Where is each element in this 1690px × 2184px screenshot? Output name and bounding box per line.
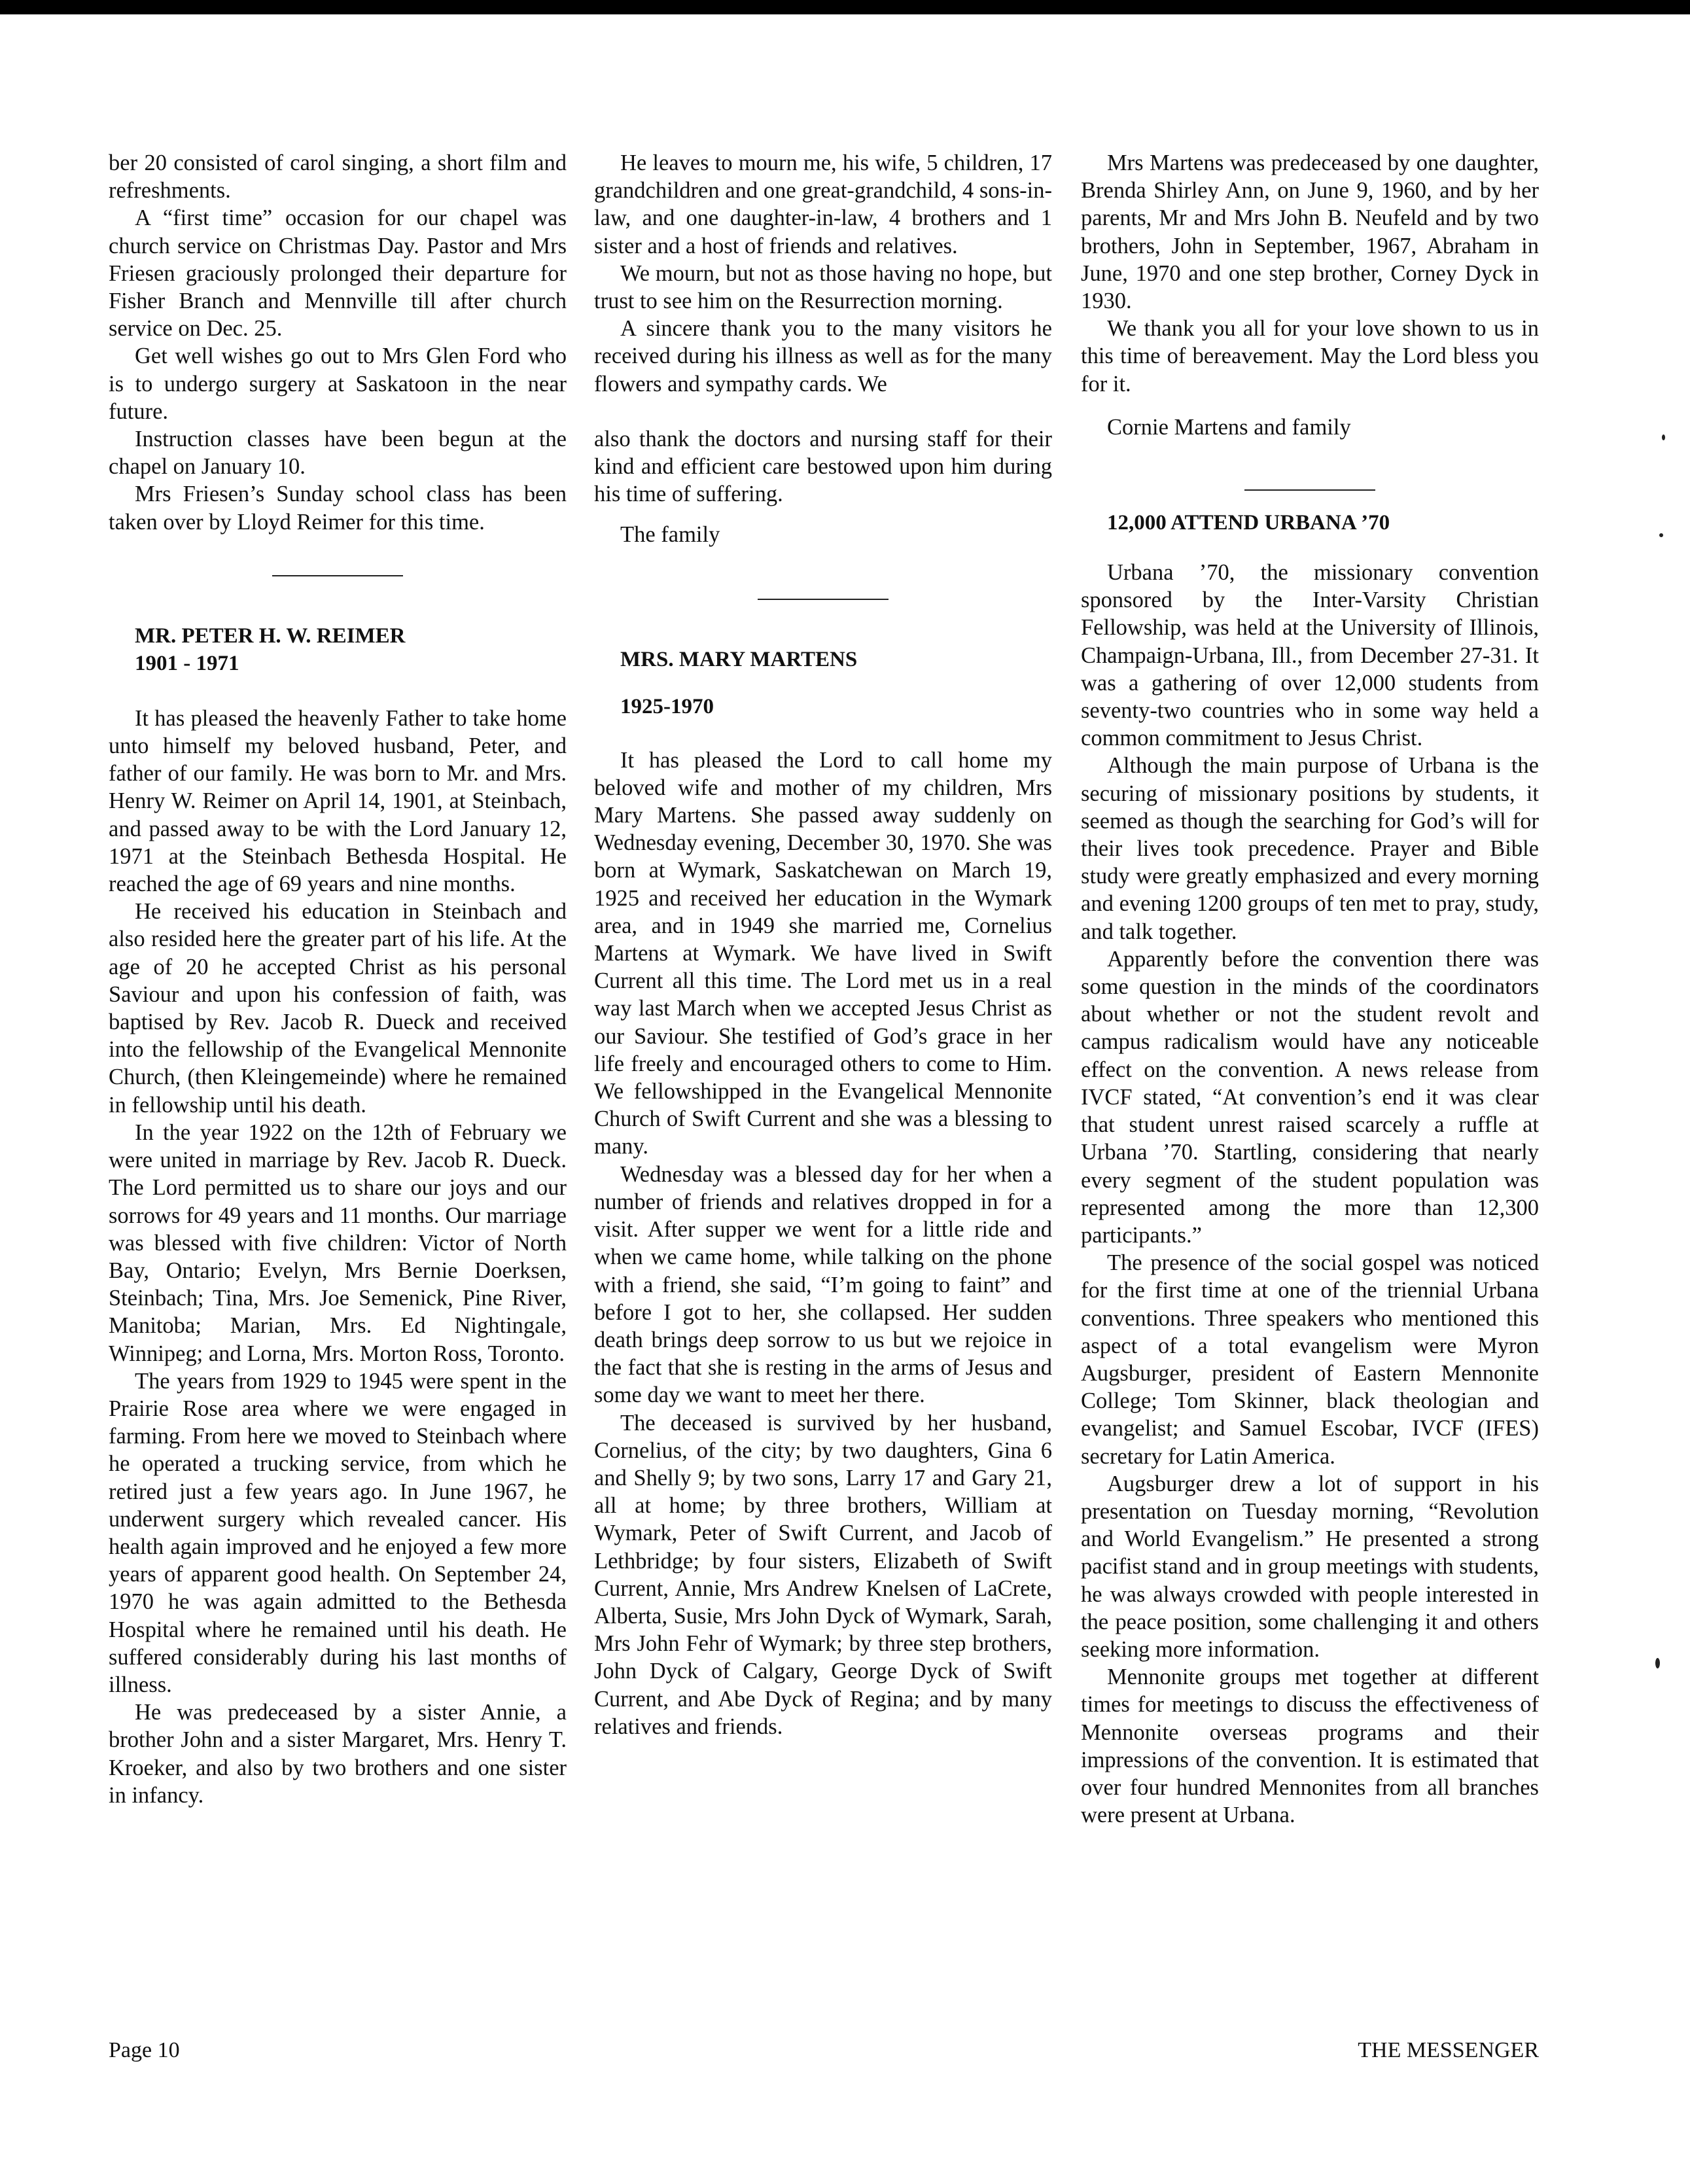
paragraph: We thank you all for your love shown to us in this time of bereavement. May the Lord bless you for it.	[1081, 316, 1539, 396]
paragraph: Although the main purpose of Urbana is the securing of missionary positions by students, it seemed as though the searching for God’s will for their lives took precedence. Prayer and Bible study were greatly emphasized and every morning and evening 1200 groups of ten met to pray, study, and talk together.	[1081, 753, 1539, 944]
paragraph: Get well wishes go out to Mrs Glen Ford who is to undergo surgery at Saskatoon in the near future.	[109, 343, 567, 424]
column-left	[109, 149, 567, 1809]
paragraph: He was predeceased by a sister Annie, a brother John and a sister Margaret, Mrs. Henry T. Kroeker, and also by two brothers and one sister in infancy.	[109, 1700, 567, 1808]
scan-speck	[1662, 434, 1665, 440]
page-number: Page 10	[109, 2038, 180, 2062]
paragraph: The deceased is survived by her husband, Cornelius, of the city; by two daughters, Gina 6 and Shelly 9; by two sons, Larry 17 and Gary 21, all at home; by three brothers, William at Wymark, Peter of Swift Current, and Jacob of Lethbridge; by four sisters, Elizabeth of Swift Current, Annie, Mrs Andrew Knelsen of LaCrete, Alberta, Susie, Mrs John Dyck of Wymark, Sarah, Mrs John Fehr of Wymark; by three step brothers, John Dyck of Calgary, George Dyck of Swift Current, and Abe Dyck of Regina; and by many relatives and friends.	[594, 1410, 1052, 1739]
obituary-dates-martens: 1925-1970	[620, 694, 714, 718]
paragraph: Augsburger drew a lot of support in his presentation on Tuesday morning, “Revolution and World Evangelism.” He presented a strong pacifist stand and in group meetings with students, he was always crowded with people interested in the peace position, some challenging it and others seeking more information.	[1081, 1471, 1539, 1662]
paragraph: Mrs Friesen’s Sunday school class has been taken over by Lloyd Reimer for this time.	[109, 482, 567, 535]
paragraph: Instruction classes have been begun at the chapel on January 10.	[109, 427, 567, 480]
paragraph: We mourn, but not as those having no hope, but trust to see him on the Resurrection morning.	[594, 260, 1052, 314]
column-middle	[594, 149, 1052, 1740]
scan-speck	[1655, 1658, 1660, 1668]
column-right	[1081, 149, 1539, 1829]
paragraph: Wednesday was a blessed day for her when a number of friends and relatives dropped in for a visit. After supper we went for a little ride and when we came home, while talking on the phone with a friend, she said, “I’m going to faint” and before I got to her, she collapsed. Her sudden death brings deep sorrow to us but we rejoice in the fact that she is resting in the arms of Jesus and some day we want to meet her there.	[594, 1161, 1052, 1408]
paragraph: Urbana ’70, the missionary convention sponsored by the Inter-Varsity Christian Fellowship, was held at the University of Illinois, Champaign-Urbana, Ill., from December 27-31. It was a gathering of over 12,000 students from seventy-two countries who in some way held a common commitment to Jesus Christ.	[1081, 560, 1539, 751]
paragraph: It has pleased the Lord to call home my beloved wife and mother of my children, Mrs Mary Martens. She passed away suddenly on Wednesday evening, December 30, 1970. She was born at Wymark, Saskatchewan on March 19, 1925 and received her education in the Wymark area, and in 1949 she married me, Cornelius Martens at Wymark. We have lived in Swift Current all this time. The Lord met us in a real way last March when we accepted Jesus Christ as our Saviour. She testified of God’s grace in her life freely and encouraged others to come to Him. We fellowshipped in the Evangelical Mennonite Church of Swift Current and she was a blessing to many.	[594, 747, 1052, 1159]
scan-speck	[1659, 533, 1663, 537]
publication-name: THE MESSENGER	[1358, 2038, 1539, 2062]
paragraph: Mrs Martens was predeceased by one daughter, Brenda Shirley Ann, on June 9, 1960, and by her parents, Mr and Mrs John B. Neufeld and by two brothers, John in September, 1967, Abraham in June, 1970 and one step brother, Corney Dyck in 1930.	[1081, 150, 1539, 314]
paragraph: The years from 1929 to 1945 were spent in the Prairie Rose area where we were engaged in farming. From here we moved to Steinbach where he operated a trucking service, from which he retired just a few years ago. In June 1967, he underwent surgery which revealed cancer. His health again improved and he enjoyed a few more years of apparent good health. On September 24, 1970 he was again admitted to the Bethesda Hospital where he remained until his death. He suffered considerably during his last months of illness.	[109, 1368, 567, 1697]
paragraph: Apparently before the convention there was some question in the minds of the coordinators about whether or not the student revolt and campus radicalism would have any noticeable effect on the convention. A news release from IVCF stated, “At convention’s end it was clear that student unrest raised scarcely a ruffle at Urbana ’70. Startling, considering that nearly every segment of the student population was represented among the more than 12,300 participants.”	[1081, 946, 1539, 1248]
paragraph: Mennonite groups met together at different times for meetings to discuss the effectiveness of Mennonite overseas programs and their impressions of the convention. It is estimated that over four hundred Mennonites from all branches were present at Urbana.	[1081, 1664, 1539, 1828]
signoff-reimer: The family	[620, 522, 720, 548]
obituary-title-reimer: MR. PETER H. W. REIMER	[135, 624, 406, 648]
obituary-title-martens: MRS. MARY MARTENS	[620, 647, 858, 671]
obituary-dates-reimer: 1901 - 1971	[135, 651, 239, 675]
paragraph: ber 20 consisted of carol singing, a short film and refreshments.	[109, 150, 567, 203]
article-title-urbana: 12,000 ATTEND URBANA ’70	[1107, 511, 1390, 535]
paragraph: It has pleased the heavenly Father to take home unto himself my beloved husband, Peter, and father of our family. He was born to Mr. and Mrs. Henry W. Reimer on April 14, 1901, at Steinbach, and passed away to be with the Lord January 12, 1971 at the Steinbach Bethesda Hospital. He reached the age of 69 years and nine months.	[109, 705, 567, 897]
paragraph: The presence of the social gospel was noticed for the first time at one of the triennial Urbana conventions. Three speakers who mentioned this aspect of a total evangelism were Myron Augsburger, president of Eastern Mennonite College; Tom Skinner, black theologian and evangelist; and Samuel Escobar, IVCF (IFES) secretary for Latin America.	[1081, 1250, 1539, 1469]
paragraph: He received his education in Steinbach and also resided here the greater part of his life. At the age of 20 he accepted Christ as his personal Saviour and upon his confession of faith, was baptised by Rev. Jacob R. Dueck and received into the fellowship of the Evangelical Mennonite Church, (then Kleingemeinde) where he remained in fellowship until his death.	[109, 899, 567, 1118]
scan-top-border	[0, 0, 1690, 14]
paragraph: also thank the doctors and nursing staff for their kind and efficient care bestowed upon him during his time of suffering.	[594, 426, 1052, 507]
paragraph: He leaves to mourn me, his wife, 5 children, 17 grandchildren and one great-grandchild, 4 sons-in-law, and one daughter-in-law, 4 brothers and 1 sister and a host of friends and relatives.	[594, 150, 1052, 258]
paragraph: In the year 1922 on the 12th of February we were united in marriage by Rev. Jacob R. Dueck. The Lord permitted us to share our joys and our sorrows for 49 years and 11 months. Our marriage was blessed with five children: Victor of North Bay, Ontario; Evelyn, Mrs Bernie Doerksen, Steinbach; Tina, Mrs. Joe Semenick, Pine River, Manitoba; Marian, Mrs. Ed Nightingale, Winnipeg; and Lorna, Mrs. Morton Ross, Toronto.	[109, 1119, 567, 1366]
signoff-martens: Cornie Martens and family	[1107, 414, 1351, 440]
paragraph: A sincere thank you to the many visitors he received during his illness as well as for the many flowers and sympathy cards. We	[594, 316, 1052, 396]
paragraph: A “first time” occasion for our chapel was church service on Christmas Day. Pastor and Mrs Friesen graciously prolonged their departure for Fisher Branch and Mennville till after church service on Dec. 25.	[109, 205, 567, 342]
